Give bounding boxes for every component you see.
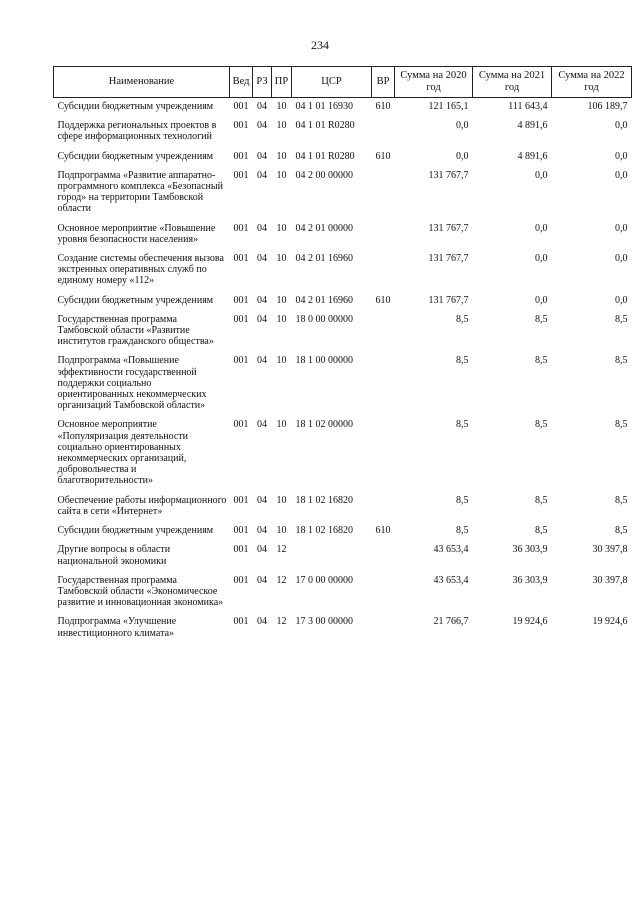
row-sum-2022: 8,5 xyxy=(615,419,628,431)
row-vr xyxy=(372,541,395,571)
row-sum-2020: 131 767,7 xyxy=(428,169,469,181)
row-sum-2021: 0,0 xyxy=(535,253,548,265)
row-rz: 04 xyxy=(257,120,267,132)
row-csr: 18 0 00 00000 xyxy=(295,313,353,325)
table-row xyxy=(54,117,632,147)
table-row xyxy=(54,167,632,220)
row-vr: 610 xyxy=(375,525,391,537)
row-ved: 001 xyxy=(233,544,249,556)
row-ved: 001 xyxy=(233,494,249,506)
row-rz: 04 xyxy=(257,101,267,112)
row-sum-2021: 8,5 xyxy=(535,525,548,537)
row-sum-2020: 8,5 xyxy=(456,313,469,325)
row-pr: 10 xyxy=(276,294,287,306)
row-sum-2020: 131 767,7 xyxy=(428,253,469,265)
table-row xyxy=(54,416,632,491)
row-name: Основное мероприятие «Популяризация деятельности социально ориентированных некоммерческих организаций, добровольчества и благотворительности» xyxy=(57,419,189,487)
row-csr: 17 0 00 00000 xyxy=(295,574,353,586)
row-sum-2022: 0,0 xyxy=(615,150,628,162)
row-csr: 17 3 00 00000 xyxy=(295,616,353,628)
row-vr xyxy=(372,572,395,614)
row-csr: 04 1 01 R0280 xyxy=(295,120,355,132)
header-sum-2021: Сумма на 2021 год xyxy=(473,67,552,98)
row-sum-2022: 0,0 xyxy=(615,222,628,234)
row-pr: 10 xyxy=(276,525,287,537)
table-row xyxy=(54,220,632,250)
row-rz: 04 xyxy=(257,616,267,628)
row-name: Основное мероприятие «Повышение уровня безопасности населения» xyxy=(57,222,216,245)
row-ved: 001 xyxy=(233,419,249,431)
row-rz: 04 xyxy=(257,313,267,325)
row-csr: 04 1 01 R0280 xyxy=(295,150,355,162)
row-sum-2022: 0,0 xyxy=(615,120,628,132)
row-sum-2022: 106 189,7 xyxy=(587,101,628,112)
row-sum-2021: 8,5 xyxy=(535,313,548,325)
row-rz: 04 xyxy=(257,494,267,506)
row-csr: 04 2 01 16960 xyxy=(295,253,353,265)
header-vr: ВР xyxy=(372,67,395,98)
row-sum-2021: 4 891,6 xyxy=(517,120,548,132)
row-sum-2022: 8,5 xyxy=(615,494,628,506)
row-name: Подпрограмма «Повышение эффективности государственной поддержки социально ориентированных некоммерческих организаций Тамбовской области» xyxy=(57,355,207,412)
row-sum-2020: 8,5 xyxy=(456,494,469,506)
row-pr: 10 xyxy=(276,169,287,181)
row-sum-2021: 4 891,6 xyxy=(517,150,548,162)
row-sum-2022: 19 924,6 xyxy=(592,616,628,628)
row-rz: 04 xyxy=(257,253,267,265)
row-vr xyxy=(372,613,395,643)
row-name: Субсидии бюджетным учреждениям xyxy=(57,294,214,306)
row-sum-2020: 43 653,4 xyxy=(433,574,469,586)
row-name: Субсидии бюджетным учреждениям xyxy=(57,101,214,112)
row-rz: 04 xyxy=(257,355,267,367)
row-sum-2020: 131 767,7 xyxy=(428,222,469,234)
table-row xyxy=(54,541,632,571)
budget-table xyxy=(53,66,632,644)
table-row xyxy=(54,98,632,118)
table-row xyxy=(54,572,632,614)
row-rz: 04 xyxy=(257,525,267,537)
row-ved: 001 xyxy=(233,525,249,537)
row-sum-2021: 111 643,4 xyxy=(508,101,548,112)
row-sum-2022: 30 397,8 xyxy=(592,574,628,586)
row-name: Подпрограмма «Развитие аппаратно-программного комплекса «Безопасный город» на территории Тамбовской области xyxy=(57,169,223,215)
row-sum-2021: 8,5 xyxy=(535,419,548,431)
row-csr: 18 1 02 16820 xyxy=(295,525,353,537)
row-vr xyxy=(372,311,395,353)
row-name: Государственная программа Тамбовской области «Экономическое развитие и инновационная экономика» xyxy=(57,574,224,609)
row-sum-2021: 8,5 xyxy=(535,494,548,506)
table-row xyxy=(54,250,632,292)
row-ved: 001 xyxy=(233,120,249,132)
row-ved: 001 xyxy=(233,150,249,162)
row-vr xyxy=(372,492,395,522)
row-rz: 04 xyxy=(257,419,267,431)
row-vr: 610 xyxy=(375,150,391,162)
row-sum-2022: 8,5 xyxy=(615,525,628,537)
row-sum-2021: 0,0 xyxy=(535,222,548,234)
table-body xyxy=(54,98,632,644)
row-name: Другие вопросы в области национальной экономики xyxy=(57,544,171,567)
row-rz: 04 xyxy=(257,574,267,586)
row-pr: 10 xyxy=(276,253,287,265)
table-header-row xyxy=(54,67,632,98)
row-pr: 12 xyxy=(276,616,287,628)
row-ved: 001 xyxy=(233,355,249,367)
row-csr xyxy=(292,541,372,571)
row-name: Поддержка региональных проектов в сфере информационных технологий xyxy=(57,120,217,143)
page-number: 234 xyxy=(311,38,329,52)
row-ved: 001 xyxy=(233,101,249,112)
row-pr: 10 xyxy=(276,419,287,431)
header-name: Наименование xyxy=(54,67,230,98)
row-pr: 12 xyxy=(276,574,287,586)
row-sum-2021: 36 303,9 xyxy=(512,544,548,556)
table-row xyxy=(54,492,632,522)
row-sum-2020: 0,0 xyxy=(456,120,469,132)
row-sum-2020: 43 653,4 xyxy=(433,544,469,556)
table-row xyxy=(54,522,632,541)
row-vr xyxy=(372,117,395,147)
row-rz: 04 xyxy=(257,222,267,234)
header-sum-2020: Сумма на 2020 год xyxy=(395,67,473,98)
row-rz: 04 xyxy=(257,544,267,556)
row-sum-2022: 30 397,8 xyxy=(592,544,628,556)
row-pr: 10 xyxy=(276,355,287,367)
row-pr: 10 xyxy=(276,222,287,234)
row-sum-2022: 0,0 xyxy=(615,169,628,181)
row-pr: 10 xyxy=(276,313,287,325)
row-vr xyxy=(372,416,395,491)
row-sum-2020: 21 766,7 xyxy=(433,616,469,628)
row-sum-2022: 0,0 xyxy=(615,294,628,306)
row-sum-2020: 131 767,7 xyxy=(428,294,469,306)
row-sum-2020: 8,5 xyxy=(456,419,469,431)
row-pr: 10 xyxy=(276,101,287,112)
row-pr: 12 xyxy=(276,544,287,556)
row-name: Подпрограмма «Улучшение инвестиционного климата» xyxy=(57,616,177,639)
row-ved: 001 xyxy=(233,616,249,628)
header-ved: Вед xyxy=(230,67,253,98)
header-csr: ЦСР xyxy=(292,67,372,98)
row-sum-2022: 8,5 xyxy=(615,355,628,367)
row-csr: 04 2 00 00000 xyxy=(295,169,353,181)
row-name: Обеспечение работы информационного сайта в сети «Интернет» xyxy=(57,494,227,517)
row-name: Субсидии бюджетным учреждениям xyxy=(57,150,214,162)
row-pr: 10 xyxy=(276,120,287,132)
table-row xyxy=(54,613,632,643)
row-name: Создание системы обеспечения вызова экстренных оперативных служб по единому номеру «112» xyxy=(57,253,224,287)
row-csr: 18 1 02 00000 xyxy=(295,419,353,431)
row-sum-2021: 0,0 xyxy=(535,294,548,306)
row-ved: 001 xyxy=(233,222,249,234)
row-csr: 18 1 00 00000 xyxy=(295,355,353,367)
row-vr xyxy=(372,220,395,250)
row-name: Государственная программа Тамбовской области «Развитие институтов гражданского общества» xyxy=(57,313,214,348)
row-sum-2020: 8,5 xyxy=(456,525,469,537)
table-row xyxy=(54,352,632,416)
row-ved: 001 xyxy=(233,169,249,181)
row-csr: 04 2 01 00000 xyxy=(295,222,353,234)
row-pr: 10 xyxy=(276,494,287,506)
row-rz: 04 xyxy=(257,169,267,181)
row-sum-2020: 8,5 xyxy=(456,355,469,367)
header-sum-2022: Сумма на 2022 год xyxy=(552,67,632,98)
row-sum-2021: 8,5 xyxy=(535,355,548,367)
table-row xyxy=(54,311,632,353)
row-sum-2020: 0,0 xyxy=(456,150,469,162)
row-ved: 001 xyxy=(233,574,249,586)
row-sum-2022: 8,5 xyxy=(615,313,628,325)
row-sum-2021: 36 303,9 xyxy=(512,574,548,586)
row-vr: 610 xyxy=(375,294,391,306)
row-ved: 001 xyxy=(233,253,249,265)
table-row xyxy=(54,148,632,167)
header-rz: РЗ xyxy=(253,67,272,98)
row-ved: 001 xyxy=(233,313,249,325)
row-vr xyxy=(372,167,395,220)
row-csr: 04 1 01 16930 xyxy=(295,101,353,112)
row-vr: 610 xyxy=(375,101,391,112)
row-sum-2022: 0,0 xyxy=(615,253,628,265)
row-pr: 10 xyxy=(276,150,287,162)
row-sum-2021: 0,0 xyxy=(535,169,548,181)
header-pr: ПР xyxy=(272,67,292,98)
table-row xyxy=(54,292,632,311)
row-vr xyxy=(372,352,395,416)
row-rz: 04 xyxy=(257,294,267,306)
row-vr xyxy=(372,250,395,292)
row-csr: 04 2 01 16960 xyxy=(295,294,353,306)
row-ved: 001 xyxy=(233,294,249,306)
row-csr: 18 1 02 16820 xyxy=(295,494,353,506)
row-rz: 04 xyxy=(257,150,267,162)
row-sum-2020: 121 165,1 xyxy=(428,101,469,112)
row-sum-2021: 19 924,6 xyxy=(512,616,548,628)
row-name: Субсидии бюджетным учреждениям xyxy=(57,525,214,537)
